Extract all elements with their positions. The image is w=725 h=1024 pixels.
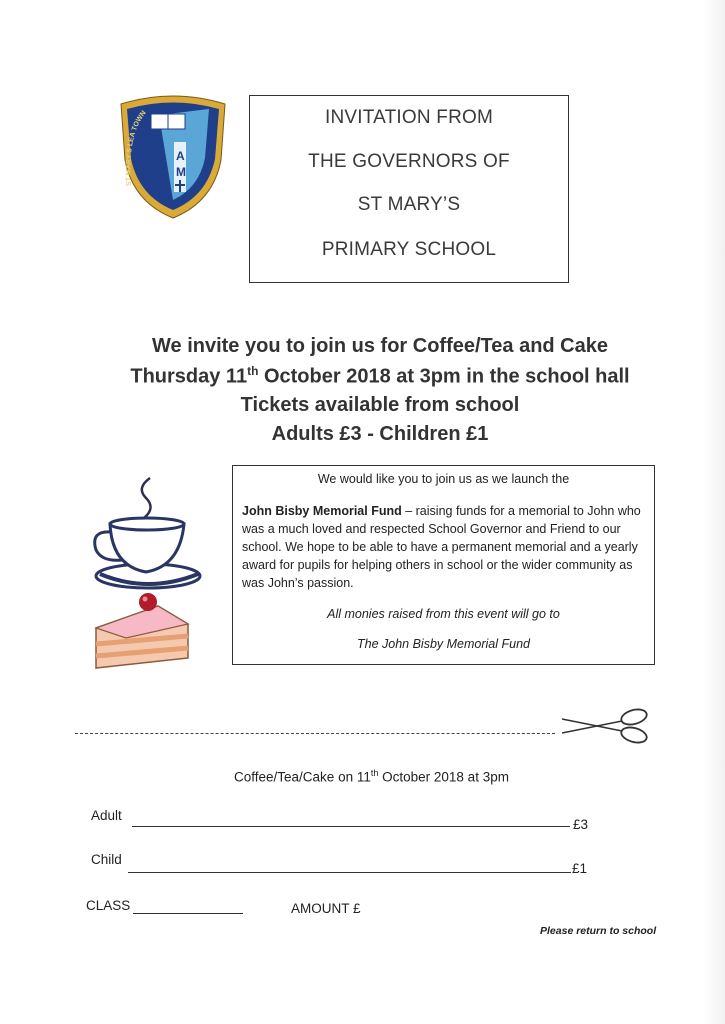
page-edge — [703, 0, 725, 1024]
fund-name: John Bisby Memorial Fund — [242, 504, 402, 518]
cake-slice-icon — [88, 588, 203, 678]
amount-label: AMOUNT £ — [291, 901, 361, 916]
adult-label: Adult — [91, 808, 122, 823]
child-field[interactable] — [128, 872, 571, 873]
invite-line-4: Adults £3 - Children £1 — [271, 423, 489, 445]
svg-text:A: A — [176, 149, 185, 163]
school-crest-logo — [113, 90, 233, 220]
adult-field[interactable] — [132, 826, 570, 827]
child-price: £1 — [572, 861, 588, 876]
scissors-icon — [560, 707, 652, 745]
class-label: CLASS — [86, 898, 131, 913]
title-box — [249, 95, 569, 283]
form-title: Coffee/Tea/Cake on 11th October 2018 at 3pm — [234, 768, 509, 785]
coffee-cup-icon — [88, 470, 213, 595]
memorial-fund-box — [232, 465, 655, 665]
child-label: Child — [91, 852, 122, 867]
invite-line-2: Thursday 11th October 2018 at 3pm in the school hall — [130, 364, 630, 388]
title-line-2: THE GOVERNORS OF — [308, 151, 510, 172]
fund-name-footer: The John Bisby Memorial Fund — [357, 637, 530, 651]
title-line-1: INVITATION FROM — [324, 107, 493, 128]
monies-note: All monies raised from this event will go to — [327, 607, 560, 621]
cut-line — [75, 733, 555, 734]
adult-price: £3 — [573, 817, 589, 832]
fund-intro: We would like you to join us as we launch the — [317, 472, 570, 486]
title-line-4: PRIMARY SCHOOL — [321, 239, 497, 260]
svg-text:M: M — [176, 165, 186, 179]
class-field[interactable] — [133, 913, 243, 914]
title-line-3: ST MARY’S — [357, 194, 461, 215]
fund-description: John Bisby Memorial Fund – raising funds for a memorial to John who was a much loved and respected School Governor and Friend to our school. We hope to be able to have a permanent memorial and a yearly award for pupils for helping others in school or the wider community as was John’s passion. — [242, 504, 641, 590]
crest-text: ST MARY'S LEA TOWN — [125, 109, 148, 187]
invite-line-1: We invite you to join us for Coffee/Tea and Cake — [152, 335, 608, 357]
return-note: Please return to school — [540, 925, 657, 937]
invite-line-3: Tickets available from school — [240, 394, 520, 416]
